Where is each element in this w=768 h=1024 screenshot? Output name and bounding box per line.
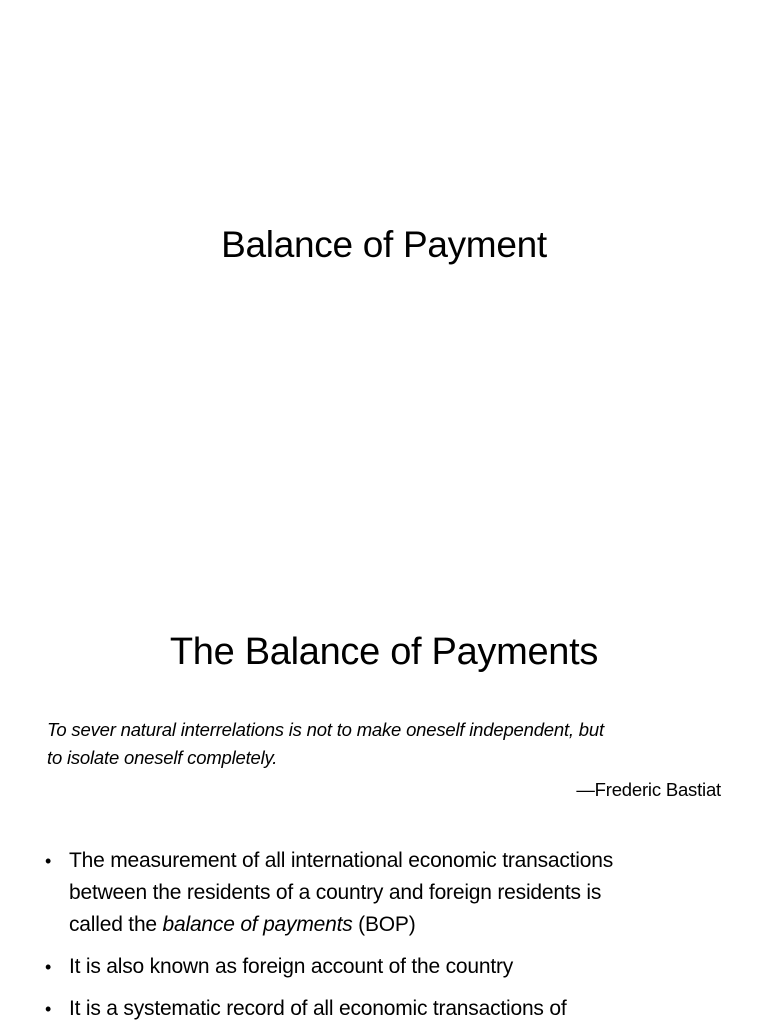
bullet-item-1 — [0, 845, 768, 941]
quote-line-2: to isolate oneself completely. — [47, 747, 278, 768]
bullet-3-line-1: It is a systematic record of all economic transactions of — [69, 997, 567, 1020]
bullet-dot: • — [45, 851, 52, 871]
bullet-1-suffix: (BOP) — [352, 913, 416, 936]
bullet-dot: • — [45, 999, 52, 1019]
epigraph-quote — [47, 716, 737, 772]
bullet-2-line-1: It is also known as foreign account of the country — [69, 955, 514, 978]
bullet-item-3 — [0, 993, 768, 1024]
slide-2 — [0, 590, 768, 1024]
bullet-list — [0, 845, 768, 1024]
bullet-1-line-1: The measurement of all international economic transactions — [69, 849, 614, 872]
bullet-1-prefix: called the — [69, 913, 163, 936]
bullet-1-emphasis: balance of payments — [162, 913, 353, 936]
bullet-1-line-3 — [69, 909, 738, 941]
bullet-dot: • — [45, 957, 52, 977]
bullet-item-2 — [0, 951, 768, 983]
bullet-1-line-2: between the residents of a country and foreign residents is — [69, 881, 602, 904]
slide-1-title: Balance of Payment — [221, 224, 547, 265]
quote-line-1: To sever natural interrelations is not to make oneself independent, but — [47, 719, 604, 740]
slide-2-title: The Balance of Payments — [169, 631, 599, 673]
quote-attribution: —Frederic Bastiat — [576, 779, 721, 800]
